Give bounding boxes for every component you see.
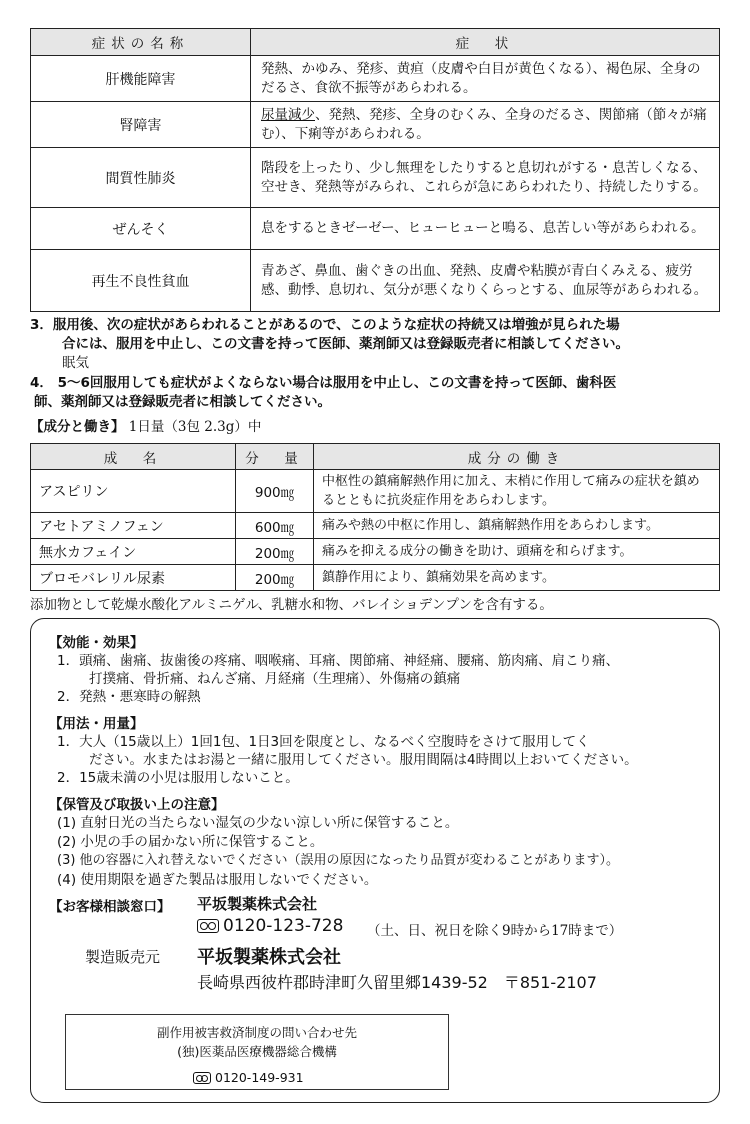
- symptom-name: 腎障害: [31, 102, 251, 148]
- usage-title: 【用法・用量】: [49, 716, 144, 732]
- note-3-line1: 3．服用後、次の症状があらわれることがあるので、このような症状の持続又は増強が見られた場: [30, 317, 620, 333]
- table-row: [31, 565, 720, 591]
- header-symptom-name: 症状の名称: [31, 29, 251, 56]
- storage-item-4: (4) 使用期限を過ぎた製品は服用しないでください。: [57, 872, 378, 888]
- note-4-line2: 師、薬剤師又は登録販売者に相談してください。: [34, 394, 331, 410]
- ingredient-name: アスピリン: [31, 470, 236, 513]
- ingredients-dose: 1日量（3包 2.3g）中: [128, 419, 262, 435]
- ingredients-heading: [30, 415, 261, 435]
- ingredients-table: [30, 443, 720, 591]
- storage-item-2: (2) 小児の手の届かない所に保管すること。: [57, 834, 324, 850]
- table-row: [31, 56, 720, 102]
- header-ingredient-name: 成 名: [31, 444, 236, 470]
- ingredient-amount: 200㎎: [236, 565, 314, 591]
- table-row: [31, 539, 720, 565]
- symptom-desc: 青あざ、鼻血、歯ぐきの出血、発熱、皮膚や粘膜が青白くみえる、疲労感、動悸、息切れ、気分が悪くなりくらっとする、血尿等があらわれる。: [251, 250, 720, 312]
- efficacy-item-1: [57, 652, 707, 688]
- storage-item-3: (3) 他の容器に入れ替えないでください（誤用の原因になったり品質が変わることがあります）。: [57, 853, 620, 868]
- efficacy-item-2: 2．発熱・悪寒時の解熱: [57, 689, 201, 705]
- ingredient-amount: 900㎎: [236, 470, 314, 513]
- info-box: [30, 618, 720, 1103]
- header-amount: 分 量: [236, 444, 314, 470]
- ingredients-title: 【成分と働き】: [30, 419, 125, 435]
- free-dial-icon: [193, 1072, 211, 1084]
- symptom-desc: 発熱、かゆみ、発疹、黄疸（皮膚や白目が黄色くなる）、褐色尿、全身のだるさ、食欲不振等があらわれる。: [251, 56, 720, 102]
- symptom-table: [30, 28, 720, 312]
- usage-item-1-line1: 1．大人（15歳以上）1回1包、1日3回を限度とし、なるべく空腹時をさけて服用してく: [57, 734, 590, 750]
- usage-item-2: 2．15歳未満の小児は服用しないこと。: [57, 770, 299, 786]
- note-4-line1: 4． 5～6回服用しても症状がよくならない場合は服用を中止し、この文書を持って医師、歯科医: [30, 375, 617, 391]
- table-row: [31, 513, 720, 539]
- efficacy-title: 【効能・効果】: [49, 635, 144, 651]
- ingredients-table-header: [31, 444, 720, 470]
- additives-text: 添加物として乾燥水酸化アルミニゲル、乳糖水和物、バレイショデンプンを含有する。: [30, 597, 553, 613]
- usage-item-1-line2: ださい。水またはお湯と一緒に服用してください。服用間隔は4時間以上おいてください。: [89, 752, 638, 768]
- ingredient-effect: 痛みや熱の中枢に作用し、鎮痛解熱作用をあらわします。: [314, 513, 720, 539]
- manufacturer-address: 長崎県西彼杵郡時津町久留里郷1439-52 〒851-2107: [197, 973, 597, 992]
- manufacturer-company: 平坂製薬株式会社: [197, 947, 341, 968]
- ingredient-effect: 中枢性の鎮痛解熱作用に加え、末梢に作用して痛みの症状を鎮めるとともに抗炎症作用をあらわします。: [314, 470, 720, 513]
- note-3: [30, 316, 730, 373]
- ingredient-name: 無水カフェイン: [31, 539, 236, 565]
- contact-phone-number[interactable]: 0120-123-728: [223, 916, 344, 936]
- efficacy-item-1-line1: 1．頭痛、歯痛、抜歯後の疼痛、咽喉痛、耳痛、関節痛、神経痛、腰痛、筋肉痛、肩こり痛、: [57, 653, 620, 669]
- free-dial-icon: [197, 919, 219, 933]
- symptom-desc-underlined: 尿量減少: [261, 106, 315, 123]
- table-row: [31, 470, 720, 513]
- ingredient-name: ブロモバレリル尿素: [31, 565, 236, 591]
- header-effect: 成分の働き: [314, 444, 720, 470]
- symptom-desc: [251, 102, 720, 148]
- contact-hours: （土、日、祝日を除く9時から17時まで）: [367, 923, 623, 939]
- symptom-name: ぜんそく: [31, 208, 251, 250]
- symptom-name: 肝機能障害: [31, 56, 251, 102]
- note-3-line2: 合には、服用を中止し、この文書を持って医師、薬剤師又は登録販売者に相談してください。: [62, 336, 629, 352]
- header-symptom: 症 状: [251, 29, 720, 56]
- efficacy-item-1-line2: 打撲痛、骨折痛、ねんざ痛、月経痛（生理痛）、外傷痛の鎮痛: [89, 671, 461, 687]
- table-row: [31, 208, 720, 250]
- ingredient-name: アセトアミノフェン: [31, 513, 236, 539]
- contact-phone[interactable]: [197, 916, 343, 936]
- relief-phone[interactable]: [193, 1070, 304, 1085]
- contact-company: 平坂製薬株式会社: [197, 895, 318, 913]
- contact-title: 【お客様相談窓口】: [49, 899, 171, 915]
- ingredient-amount: 200㎎: [236, 539, 314, 565]
- symptom-table-header: [31, 29, 720, 56]
- symptom-name: 間質性肺炎: [31, 148, 251, 208]
- symptom-desc: 息をするときゼーゼー、ヒューヒューと鳴る、息苦しい等があらわれる。: [251, 208, 720, 250]
- manufacturer-label: 製造販売元: [85, 948, 161, 966]
- table-row: [31, 102, 720, 148]
- relief-phone-number[interactable]: 0120-149-931: [215, 1070, 304, 1085]
- ingredient-effect: 痛みを抑える成分の働きを助け、頭痛を和らげます。: [314, 539, 720, 565]
- usage-item-1: [57, 733, 707, 769]
- note-4: [30, 374, 730, 412]
- symptom-desc: 階段を上ったり、少し無理をしたりすると息切れがする・息苦しくなる、空せき、発熱等がみられ、これらが急にあらわれたり、持続したりする。: [251, 148, 720, 208]
- relief-system-title: 副作用被害救済制度の問い合わせ先: [156, 1025, 357, 1040]
- note-3-symptom: 眠気: [62, 355, 89, 371]
- symptom-name: 再生不良性貧血: [31, 250, 251, 312]
- relief-system-box: [65, 1014, 449, 1090]
- symptom-desc-rest: 、発熱、発疹、全身のむくみ、全身のだるさ、関節痛（節々が痛む）、下痢等があらわれる。: [261, 106, 707, 142]
- storage-item-1: (1) 直射日光の当たらない湿気の少ない涼しい所に保管すること。: [57, 815, 459, 831]
- table-row: [31, 250, 720, 312]
- ingredient-amount: 600㎎: [236, 513, 314, 539]
- relief-system-agency: (独)医薬品医療機器総合機構: [177, 1044, 337, 1059]
- table-row: [31, 148, 720, 208]
- storage-title: 【保管及び取扱い上の注意】: [49, 797, 225, 813]
- ingredient-effect: 鎮静作用により、鎮痛効果を高めます。: [314, 565, 720, 591]
